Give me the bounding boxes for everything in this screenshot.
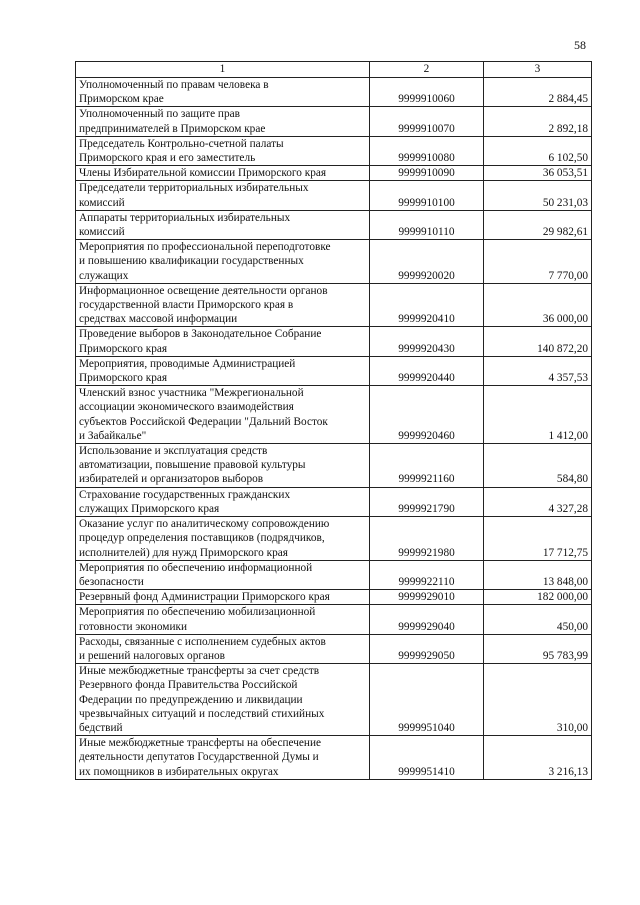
table-row — [76, 78, 592, 107]
table-row — [76, 517, 592, 561]
table-row — [76, 283, 592, 327]
row-code-cell: 9999910060 — [370, 78, 484, 107]
row-code-cell: 9999929050 — [370, 634, 484, 663]
row-name-cell: Уполномоченный по правам человека в Приморском крае — [76, 78, 370, 107]
row-amount-cell: 3 216,13 — [484, 736, 592, 780]
table-row — [76, 356, 592, 385]
row-amount-cell: 4 357,53 — [484, 356, 592, 385]
row-amount-cell: 50 231,03 — [484, 181, 592, 210]
table-row — [76, 560, 592, 589]
row-name-cell: Аппараты территориальных избирательных комиссий — [76, 210, 370, 239]
table-row — [76, 240, 592, 284]
table-row — [76, 736, 592, 780]
table-row — [76, 487, 592, 516]
page-number: 58 — [574, 38, 586, 52]
row-name-cell: Члены Избирательной комиссии Приморского края — [76, 166, 370, 181]
table-row — [76, 634, 592, 663]
row-amount-cell: 2 884,45 — [484, 78, 592, 107]
row-code-cell: 9999929010 — [370, 590, 484, 605]
row-code-cell: 9999929040 — [370, 605, 484, 634]
row-amount-cell: 7 770,00 — [484, 240, 592, 284]
column-header-code: 2 — [370, 62, 484, 78]
table-row — [76, 386, 592, 444]
row-name-cell: Страхование государственных гражданских служащих Приморского края — [76, 487, 370, 516]
row-code-cell: 9999910100 — [370, 181, 484, 210]
row-code-cell: 9999951410 — [370, 736, 484, 780]
table-row — [76, 590, 592, 605]
table-row — [76, 664, 592, 736]
table-row — [76, 605, 592, 634]
row-amount-cell: 95 783,99 — [484, 634, 592, 663]
row-code-cell: 9999910070 — [370, 107, 484, 136]
row-amount-cell: 140 872,20 — [484, 327, 592, 356]
table-row — [76, 181, 592, 210]
row-code-cell: 9999921790 — [370, 487, 484, 516]
row-name-cell: Иные межбюджетные трансферты на обеспечение деятельности депутатов Государственной Думы и их помощников в избирательных округах — [76, 736, 370, 780]
table-row — [76, 444, 592, 488]
row-amount-cell: 13 848,00 — [484, 560, 592, 589]
row-code-cell: 9999920410 — [370, 283, 484, 327]
row-amount-cell: 2 892,18 — [484, 107, 592, 136]
row-amount-cell: 36 000,00 — [484, 283, 592, 327]
row-code-cell: 9999921160 — [370, 444, 484, 488]
budget-table — [75, 61, 592, 780]
row-code-cell: 9999921980 — [370, 517, 484, 561]
row-code-cell: 9999920430 — [370, 327, 484, 356]
row-code-cell: 9999910080 — [370, 136, 484, 165]
row-name-cell: Информационное освещение деятельности органов государственной власти Приморского края в средствах массовой информации — [76, 283, 370, 327]
row-amount-cell: 29 982,61 — [484, 210, 592, 239]
row-name-cell: Резервный фонд Администрации Приморского края — [76, 590, 370, 605]
table-row — [76, 166, 592, 181]
row-amount-cell: 584,80 — [484, 444, 592, 488]
table-row — [76, 327, 592, 356]
row-amount-cell: 182 000,00 — [484, 590, 592, 605]
row-amount-cell: 6 102,50 — [484, 136, 592, 165]
row-name-cell: Мероприятия по профессиональной переподготовке и повышению квалификации государственных служащих — [76, 240, 370, 284]
row-name-cell: Мероприятия по обеспечению информационной безопасности — [76, 560, 370, 589]
row-name-cell: Проведение выборов в Законодательное Собрание Приморского края — [76, 327, 370, 356]
row-code-cell: 9999951040 — [370, 664, 484, 736]
table-row — [76, 136, 592, 165]
row-amount-cell: 4 327,28 — [484, 487, 592, 516]
row-name-cell: Оказание услуг по аналитическому сопровождению процедур определения поставщиков (подрядчиков, исполнителей) для нужд Приморского края — [76, 517, 370, 561]
table-header-row — [76, 62, 592, 78]
row-name-cell: Расходы, связанные с исполнением судебных актов и решений налоговых органов — [76, 634, 370, 663]
row-code-cell: 9999920440 — [370, 356, 484, 385]
row-name-cell: Членский взнос участника "Межрегиональной ассоциации экономического взаимодействия субъектов Российской Федерации "Дальний Восток и Забайкалье" — [76, 386, 370, 444]
row-amount-cell: 17 712,75 — [484, 517, 592, 561]
column-header-amount: 3 — [484, 62, 592, 78]
row-amount-cell: 310,00 — [484, 664, 592, 736]
row-code-cell: 9999922110 — [370, 560, 484, 589]
table-row — [76, 210, 592, 239]
row-amount-cell: 1 412,00 — [484, 386, 592, 444]
row-code-cell: 9999920020 — [370, 240, 484, 284]
row-code-cell: 9999920460 — [370, 386, 484, 444]
row-amount-cell: 36 053,51 — [484, 166, 592, 181]
table-row — [76, 107, 592, 136]
row-name-cell: Председатели территориальных избирательных комиссий — [76, 181, 370, 210]
row-amount-cell: 450,00 — [484, 605, 592, 634]
row-name-cell: Иные межбюджетные трансферты за счет средств Резервного фонда Правительства Российской Федерации по предупреждению и ликвидации чрезвычайных ситуаций и последствий стихийных бедствий — [76, 664, 370, 736]
row-code-cell: 9999910090 — [370, 166, 484, 181]
row-name-cell: Председатель Контрольно-счетной палаты Приморского края и его заместитель — [76, 136, 370, 165]
column-header-name: 1 — [76, 62, 370, 78]
row-code-cell: 9999910110 — [370, 210, 484, 239]
row-name-cell: Мероприятия по обеспечению мобилизационной готовности экономики — [76, 605, 370, 634]
row-name-cell: Мероприятия, проводимые Администрацией Приморского края — [76, 356, 370, 385]
row-name-cell: Использование и эксплуатация средств автоматизации, повышение правовой культуры избирателей и организаторов выборов — [76, 444, 370, 488]
row-name-cell: Уполномоченный по защите прав предпринимателей в Приморском крае — [76, 107, 370, 136]
